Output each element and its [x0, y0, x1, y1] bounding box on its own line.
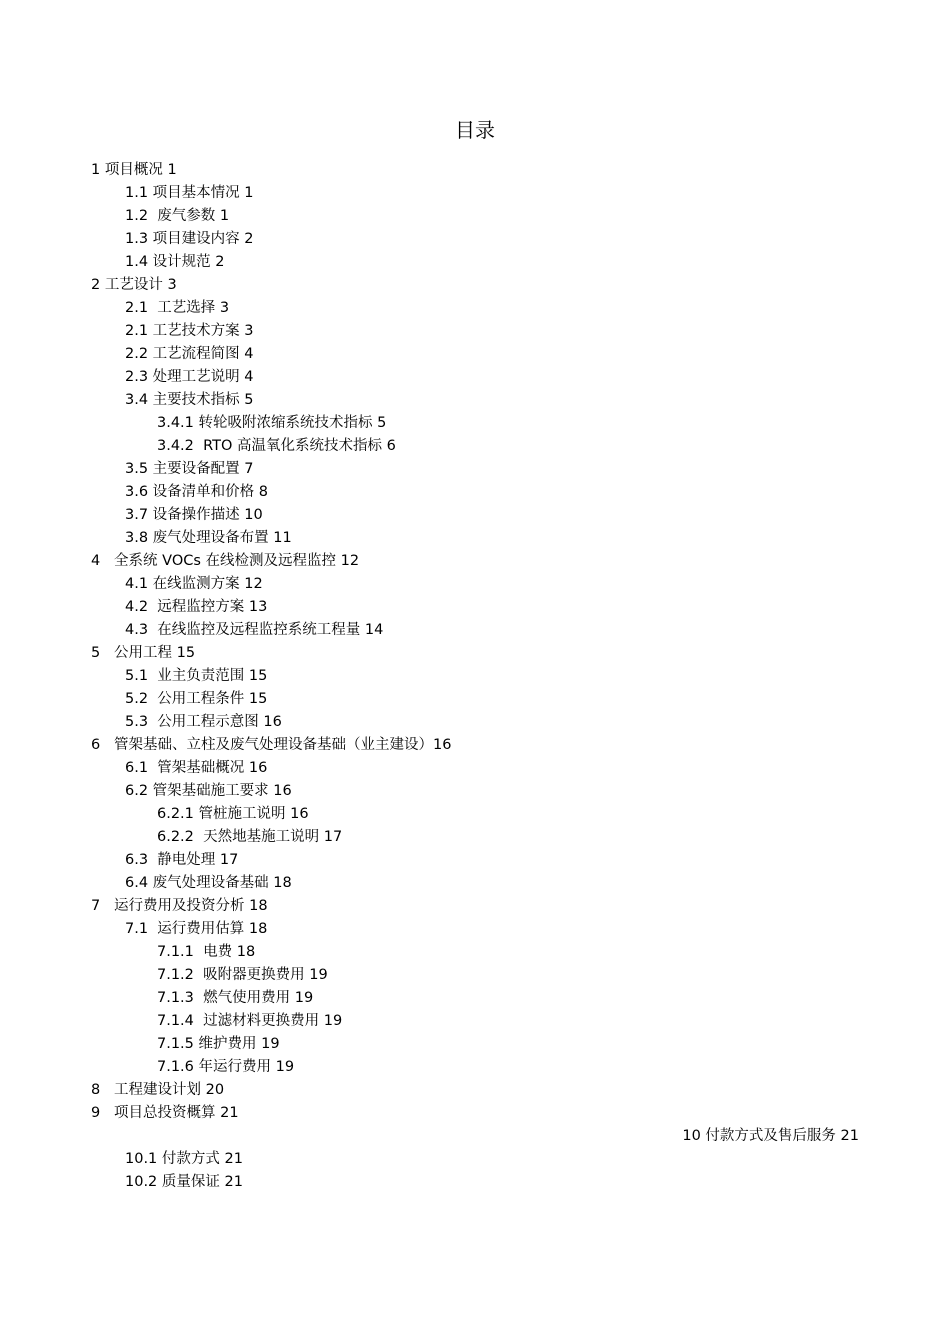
toc-entry: 1 项目概况 1 [91, 162, 177, 178]
toc-title: 目录 [455, 118, 495, 142]
toc-entry: 9 项目总投资概算 21 [91, 1105, 239, 1121]
toc-entry: 5.1 业主负责范围 15 [125, 668, 268, 684]
toc-entry: 7 运行费用及投资分析 18 [91, 898, 268, 914]
toc-entry: 3.4 主要技术指标 5 [125, 392, 254, 408]
toc-entry: 1.2 废气参数 1 [125, 208, 230, 224]
toc-entry: 3.8 废气处理设备布置 11 [125, 530, 292, 546]
toc-entry: 5 公用工程 15 [91, 645, 196, 661]
toc-entry: 3.7 设备操作描述 10 [125, 507, 263, 523]
toc-entry: 7.1 运行费用估算 18 [125, 921, 268, 937]
toc-entry: 3.4.1 转轮吸附浓缩系统技术指标 5 [157, 415, 387, 431]
toc-entry: 3.4.2 RTO 高温氧化系统技术指标 6 [157, 438, 396, 454]
toc-entry-row [0, 1125, 950, 1148]
toc-entry: 4.3 在线监控及远程监控系统工程量 14 [125, 622, 384, 638]
toc-entry: 1.4 设计规范 2 [125, 254, 225, 270]
toc-entry: 7.1.3 燃气使用费用 19 [157, 990, 314, 1006]
toc-entry: 4 全系统 VOCs 在线检测及远程监控 12 [91, 553, 360, 569]
toc-entry: 4.1 在线监测方案 12 [125, 576, 263, 592]
toc-entry: 7.1.6 年运行费用 19 [157, 1059, 295, 1075]
toc-entry: 2.2 工艺流程简图 4 [125, 346, 254, 362]
toc-entry: 2.3 处理工艺说明 4 [125, 369, 254, 385]
toc-entry: 6.2.1 管桩施工说明 16 [157, 806, 309, 822]
toc-entry: 2 工艺设计 3 [91, 277, 177, 293]
toc-entry: 3.6 设备清单和价格 8 [125, 484, 269, 500]
toc-entry: 7.1.4 过滤材料更换费用 19 [157, 1013, 343, 1029]
toc-entry: 6.3 静电处理 17 [125, 852, 239, 868]
toc-list [0, 159, 950, 1194]
toc-entry: 10 付款方式及售后服务 21 [682, 1128, 859, 1144]
toc-entry: 6.2 管架基础施工要求 16 [125, 783, 292, 799]
toc-entry: 8 工程建设计划 20 [91, 1082, 225, 1098]
toc-entry: 4.2 远程监控方案 13 [125, 599, 268, 615]
toc-entry: 5.3 公用工程示意图 16 [125, 714, 282, 730]
toc-entry: 7.1.5 维护费用 19 [157, 1036, 280, 1052]
toc-entry: 6 管架基础、立柱及废气处理设备基础（业主建设）16 [91, 737, 452, 753]
toc-entry: 1.1 项目基本情况 1 [125, 185, 254, 201]
toc-entry: 7.1.2 吸附器更换费用 19 [157, 967, 328, 983]
toc-entry: 10.1 付款方式 21 [125, 1151, 243, 1167]
toc-entry: 1.3 项目建设内容 2 [125, 231, 254, 247]
toc-entry: 6.2.2 天然地基施工说明 17 [157, 829, 343, 845]
toc-entry: 2.1 工艺选择 3 [125, 300, 230, 316]
toc-entry: 5.2 公用工程条件 15 [125, 691, 268, 707]
toc-entry: 6.4 废气处理设备基础 18 [125, 875, 292, 891]
toc-entry: 6.1 管架基础概况 16 [125, 760, 268, 776]
toc-entry: 2.1 工艺技术方案 3 [125, 323, 254, 339]
toc-entry: 10.2 质量保证 21 [125, 1174, 243, 1190]
toc-entry: 7.1.1 电费 18 [157, 944, 256, 960]
toc-entry: 3.5 主要设备配置 7 [125, 461, 254, 477]
